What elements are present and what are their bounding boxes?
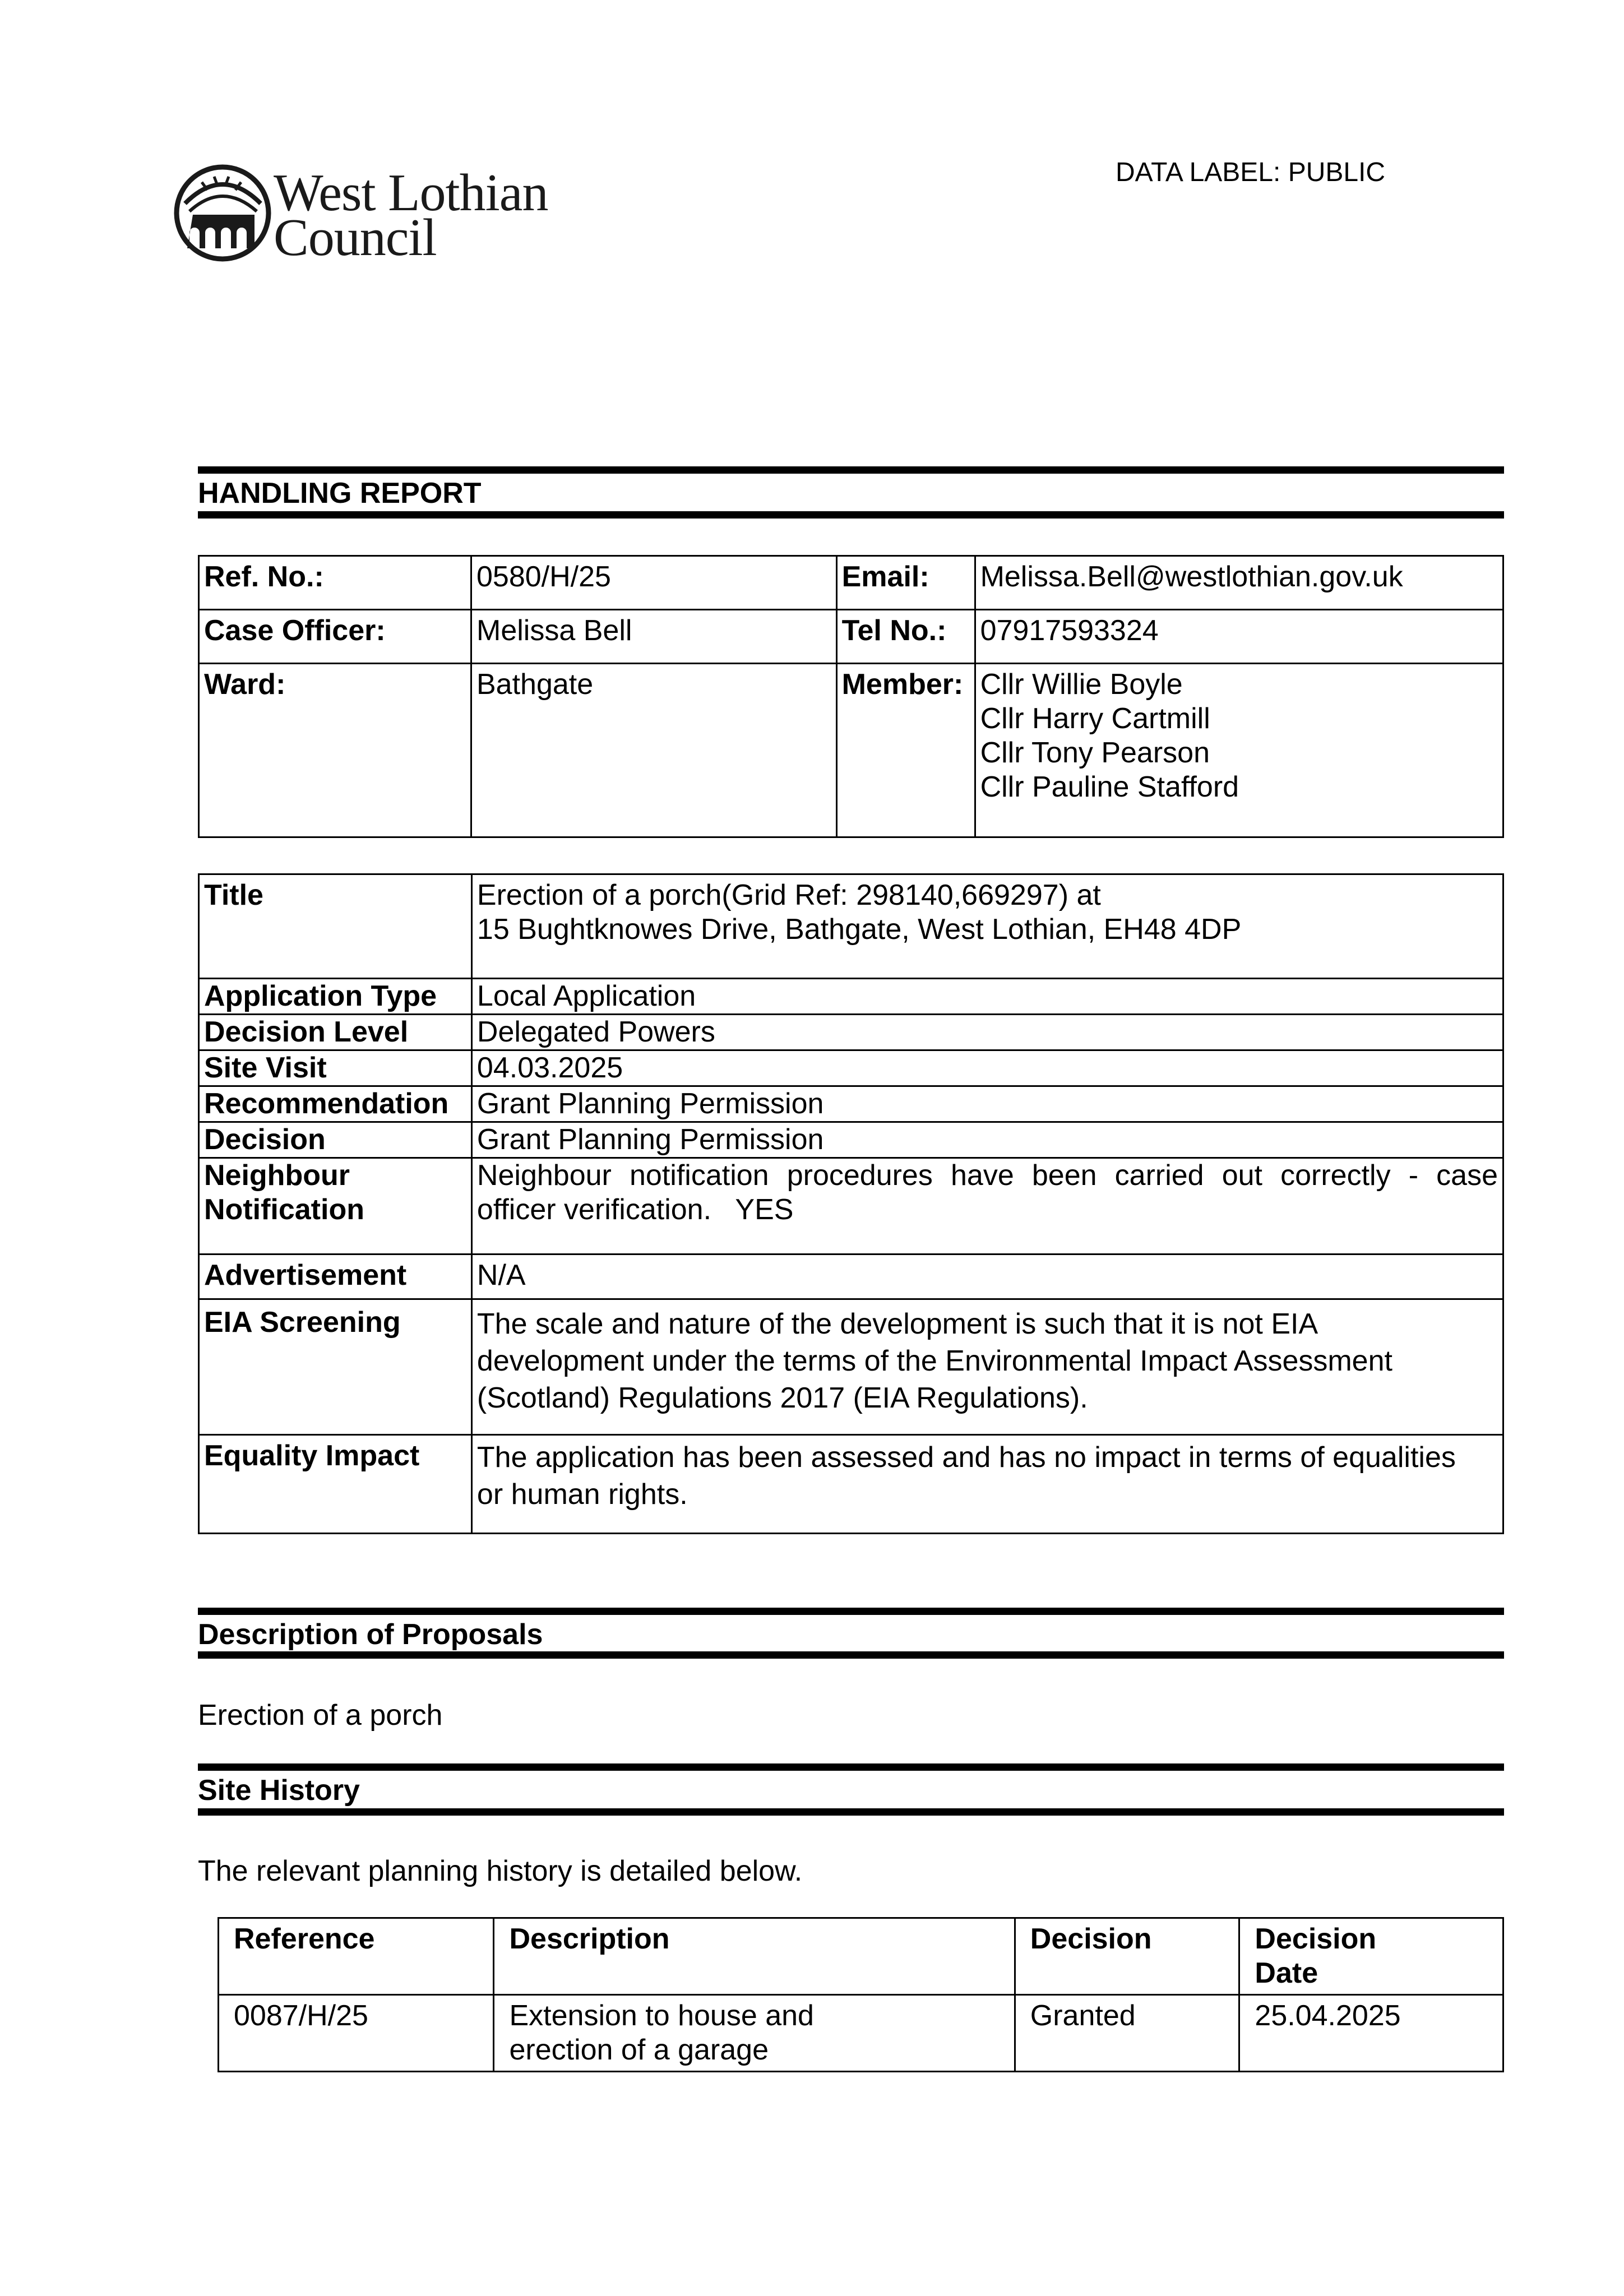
equality-value xyxy=(471,1435,1503,1534)
decision-value: Grant Planning Permission xyxy=(471,1122,1503,1158)
recommendation-label: Recommendation xyxy=(199,1086,472,1122)
officer-label: Case Officer: xyxy=(199,610,471,664)
title-line: 15 Bughtknowes Drive, Bathgate, West Lothian, EH48 4DP xyxy=(476,913,1242,946)
member-name: Cllr Pauline Stafford xyxy=(980,771,1239,803)
eia-line: development under the terms of the Environmental Impact Assessment xyxy=(476,1345,1392,1377)
tel-label: Tel No.: xyxy=(836,610,975,664)
recommendation-value: Grant Planning Permission xyxy=(471,1086,1503,1122)
site-visit-value: 04.03.2025 xyxy=(471,1050,1503,1086)
summary-row-recommendation xyxy=(199,1086,1503,1122)
column-header-line: Decision xyxy=(1255,1923,1377,1955)
summary-row-advertisement xyxy=(199,1255,1503,1299)
history-description xyxy=(494,1995,1015,2072)
application-type-value: Local Application xyxy=(471,979,1503,1015)
member-name: Cllr Tony Pearson xyxy=(980,737,1210,769)
ward-value: Bathgate xyxy=(471,664,837,837)
member-name: Cllr Willie Boyle xyxy=(980,668,1183,701)
history-rule-top xyxy=(198,1763,1504,1771)
advertisement-label: Advertisement xyxy=(199,1255,472,1299)
title-line: Erection of a porch(Grid Ref: 298140,669297) at xyxy=(476,879,1101,911)
summary-row-equality xyxy=(199,1435,1503,1534)
advertisement-value: N/A xyxy=(471,1255,1503,1299)
details-row-ward xyxy=(199,664,1503,837)
history-description-line: erection of a garage xyxy=(509,2034,769,2066)
details-row-officer xyxy=(199,610,1503,664)
neighbour-label xyxy=(199,1158,472,1255)
decision-label: Decision xyxy=(199,1122,472,1158)
equality-label: Equality Impact xyxy=(199,1435,472,1534)
neighbour-line: Neighbour notification procedures have been carried out correctly - case xyxy=(476,1159,1498,1192)
ref-value: 0580/H/25 xyxy=(471,556,837,610)
table-row xyxy=(219,1995,1503,2072)
history-reference: 0087/H/25 xyxy=(219,1995,494,2072)
summary-row-site-visit xyxy=(199,1050,1503,1086)
email-value: Melissa.Bell@westlothian.gov.uk xyxy=(975,556,1503,610)
neighbour-label-line: Neighbour xyxy=(204,1159,350,1192)
title-value xyxy=(471,874,1503,979)
summary-row-decision xyxy=(199,1122,1503,1158)
history-decision: Granted xyxy=(1015,1995,1239,2072)
member-label: Member: xyxy=(836,664,975,837)
ref-label: Ref. No.: xyxy=(199,556,471,610)
history-header-row xyxy=(219,1918,1503,1995)
history-decision-date: 25.04.2025 xyxy=(1239,1995,1503,2072)
summary-row-neighbour xyxy=(199,1158,1503,1255)
description-text: Erection of a porch xyxy=(198,1699,443,1732)
description-rule-top xyxy=(198,1608,1504,1615)
column-header-decision: Decision xyxy=(1015,1918,1239,1995)
logo-text-line1: West Lothian xyxy=(274,164,548,222)
members-list xyxy=(975,664,1503,837)
eia-value xyxy=(471,1299,1503,1435)
column-header-line: Date xyxy=(1255,1957,1318,1989)
eia-label: EIA Screening xyxy=(199,1299,472,1435)
heading-rule-bottom xyxy=(198,511,1504,519)
summary-table xyxy=(198,873,1504,1534)
email-label: Email: xyxy=(836,556,975,610)
summary-row-decision-level xyxy=(199,1015,1503,1050)
data-label: DATA LABEL: PUBLIC xyxy=(1116,158,1386,187)
history-intro: The relevant planning history is detailed below. xyxy=(198,1855,803,1887)
description-heading: Description of Proposals xyxy=(198,1618,543,1651)
column-header-reference: Reference xyxy=(219,1918,494,1995)
summary-row-eia xyxy=(199,1299,1503,1435)
details-table xyxy=(198,555,1504,838)
summary-row-title xyxy=(199,874,1503,979)
title-label: Title xyxy=(199,874,472,979)
ward-label: Ward: xyxy=(199,664,471,837)
report-title: HANDLING REPORT xyxy=(198,477,482,510)
officer-value: Melissa Bell xyxy=(471,610,837,664)
tel-value: 07917593324 xyxy=(975,610,1503,664)
neighbour-label-line: Notification xyxy=(204,1193,364,1226)
decision-level-label: Decision Level xyxy=(199,1015,472,1050)
description-rule-bottom xyxy=(198,1651,1504,1659)
site-visit-label: Site Visit xyxy=(199,1050,472,1086)
decision-level-value: Delegated Powers xyxy=(471,1015,1503,1050)
neighbour-line: officer verification. YES xyxy=(476,1193,794,1226)
column-header-description: Description xyxy=(494,1918,1015,1995)
bridge-emblem-icon xyxy=(174,160,272,266)
equality-line: or human rights. xyxy=(476,1478,688,1511)
equality-line: The application has been assessed and has no impact in terms of equalities xyxy=(476,1441,1456,1474)
logo-text-line2: Council xyxy=(274,209,437,267)
summary-row-application-type xyxy=(199,979,1503,1015)
heading-rule-top xyxy=(198,466,1504,474)
details-row-ref xyxy=(199,556,1503,610)
member-name: Cllr Harry Cartmill xyxy=(980,702,1210,735)
history-rule-bottom xyxy=(198,1808,1504,1816)
application-type-label: Application Type xyxy=(199,979,472,1015)
history-table xyxy=(218,1917,1504,2072)
council-logo xyxy=(174,160,555,272)
eia-line: The scale and nature of the development is such that it is not EIA xyxy=(476,1308,1318,1340)
eia-line: (Scotland) Regulations 2017 (EIA Regulations). xyxy=(476,1382,1088,1414)
neighbour-value xyxy=(471,1158,1503,1255)
history-heading: Site History xyxy=(198,1774,360,1807)
column-header-decision-date xyxy=(1239,1918,1503,1995)
history-description-line: Extension to house and xyxy=(509,1999,814,2032)
